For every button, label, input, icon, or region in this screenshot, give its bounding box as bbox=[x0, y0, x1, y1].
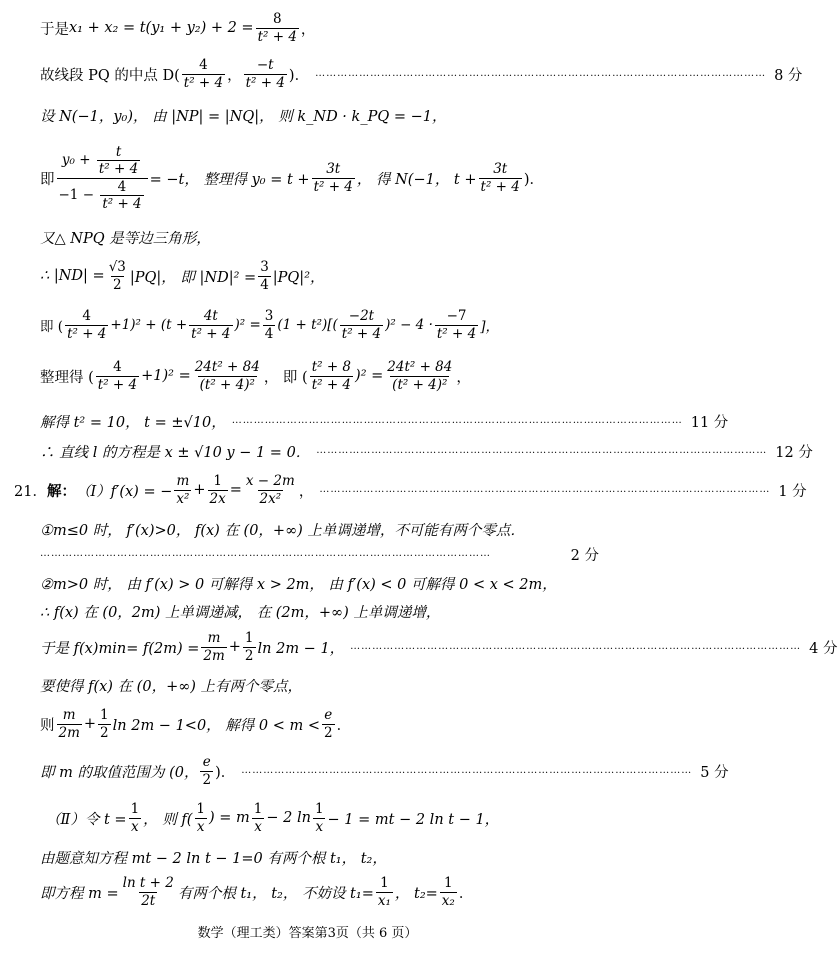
eq-line-7 bbox=[40, 303, 599, 347]
denominator: t² + 4 bbox=[436, 325, 477, 342]
text-prefix: 于是 bbox=[40, 21, 69, 38]
score-label: 4 分 bbox=[809, 640, 838, 657]
fraction bbox=[340, 309, 383, 340]
math-expr: − 1 = mt − 2 ln t − 1， bbox=[327, 811, 500, 828]
math-expr: ， 得 N(−1， t + bbox=[356, 171, 477, 188]
text-line: 解得 t² = 10， t = ±√10， bbox=[40, 414, 226, 431]
fraction bbox=[376, 876, 393, 907]
leader-dots: …………………………………………………………………………………………………………… bbox=[231, 415, 683, 426]
fraction bbox=[208, 474, 228, 505]
denominator: x bbox=[315, 818, 324, 835]
denominator: t² + 4 bbox=[183, 74, 224, 91]
eq-line-2 bbox=[40, 54, 803, 94]
denominator: 2m bbox=[203, 647, 225, 664]
eq-line-13 bbox=[40, 570, 599, 596]
text-mid: ， 即 ( bbox=[263, 369, 308, 386]
denominator: 2 bbox=[202, 771, 212, 788]
eq-line-14 bbox=[40, 598, 599, 624]
leader-dots: …………………………………………………………………………………………………………… bbox=[315, 68, 767, 79]
numerator: 1 bbox=[314, 801, 324, 818]
equals-sign: = bbox=[229, 482, 242, 498]
text-suffix: ， bbox=[456, 369, 471, 386]
leader-dots: …………………………………………………………………………………………………………… bbox=[350, 641, 802, 652]
fraction bbox=[244, 474, 297, 505]
fraction bbox=[65, 309, 108, 340]
math-expr: x₁ + x₂ = t(y₁ + y₂) + 2 = bbox=[69, 20, 254, 36]
fraction bbox=[194, 802, 207, 833]
eq-line-3 bbox=[40, 102, 599, 128]
separator: ， bbox=[227, 67, 242, 84]
numerator: 1 bbox=[130, 801, 140, 818]
text-suffix: ． bbox=[336, 717, 352, 734]
denominator: 4 bbox=[260, 276, 269, 293]
fraction bbox=[479, 162, 522, 193]
fraction bbox=[322, 708, 335, 739]
numerator: t² + 8 bbox=[311, 359, 352, 376]
text-suffix: ， bbox=[298, 483, 314, 500]
denominator: t² + 4 bbox=[97, 376, 138, 393]
numerator: −2t bbox=[348, 308, 375, 325]
text-prefix: 整理得 ( bbox=[40, 369, 94, 386]
text-suffix: )． bbox=[288, 67, 310, 84]
numerator: 1 bbox=[213, 473, 222, 490]
eq-line-19 bbox=[46, 796, 599, 840]
text-line: 要使得 f(x) 在 (0，+∞) 上有两个零点， bbox=[40, 678, 303, 695]
y0-term: y₀ + bbox=[61, 152, 91, 169]
numerator: 3t bbox=[326, 161, 341, 178]
text-prefix: 即 bbox=[40, 171, 55, 188]
eq-line-12 bbox=[40, 516, 599, 542]
numerator: 1 bbox=[380, 875, 389, 892]
fraction bbox=[174, 474, 191, 505]
text-line: 又△ NPQ 是等边三角形， bbox=[40, 230, 211, 247]
text-line: 设 N(−1，y₀)， 由 |NP| = |NQ|， 则 k_ND · k_PQ = −1， bbox=[40, 108, 447, 125]
text-line: ∴ f(x) 在 (0，2m) 上单调递减， 在 (2m，+∞) 上单调递增， bbox=[40, 604, 441, 621]
fraction bbox=[98, 708, 111, 739]
fraction bbox=[121, 876, 176, 907]
math-expr: ) = m bbox=[209, 810, 250, 826]
numerator: x − 2m bbox=[245, 473, 295, 490]
text-prefix: 故线段 PQ 的中点 D( bbox=[40, 67, 180, 84]
text-line: 由题意知方程 mt − 2 ln t − 1=0 有两个根 t₁， t₂， bbox=[40, 850, 387, 867]
plus-sign: + bbox=[193, 482, 206, 498]
denominator: 2 bbox=[112, 276, 122, 293]
fraction bbox=[97, 145, 140, 176]
fraction bbox=[252, 802, 265, 833]
denominator: 2x bbox=[209, 490, 226, 507]
score-label: 8 分 bbox=[774, 67, 803, 84]
plus-sign: + bbox=[228, 639, 241, 655]
math-expr: = −t， 整理得 y₀ = t + bbox=[149, 171, 310, 188]
eq-line-15 bbox=[40, 626, 838, 668]
math-expr: |PQ|， 即 |ND|² = bbox=[129, 269, 257, 286]
denominator: x₂ bbox=[441, 892, 455, 909]
denominator: t² + 4 bbox=[480, 178, 520, 195]
fraction bbox=[100, 180, 143, 211]
math-expr: − 2 ln bbox=[266, 810, 311, 826]
math-expr: +1)² + (t + bbox=[110, 317, 188, 333]
text-line: ②m>0 时， 由 f′(x) > 0 可解得 x > 2m， 由 f′(x) < 0 可解得 0 < x < 2m， bbox=[40, 576, 557, 593]
numerator: 8 bbox=[272, 11, 282, 28]
numerator: 4 bbox=[113, 359, 122, 376]
denominator: 2x² bbox=[259, 490, 282, 507]
denominator: t² + 4 bbox=[313, 178, 353, 195]
denominator: 4 bbox=[264, 325, 274, 342]
eq-line-16 bbox=[40, 672, 599, 698]
fraction bbox=[193, 360, 262, 391]
eq-line-6 bbox=[40, 254, 599, 298]
denominator: 2 bbox=[100, 724, 109, 741]
numerator: √3 bbox=[108, 259, 126, 276]
eq-line-17 bbox=[40, 702, 599, 746]
score-label: 1 分 bbox=[778, 483, 807, 500]
denominator: x bbox=[196, 818, 205, 835]
math-expr: ， 则 f( bbox=[143, 811, 193, 828]
numerator: 1 bbox=[196, 801, 205, 818]
numerator: t bbox=[115, 144, 122, 161]
denominator: t² + 4 bbox=[67, 325, 107, 342]
numerator: 4 bbox=[117, 178, 127, 195]
fraction bbox=[263, 309, 276, 340]
fraction bbox=[244, 58, 287, 89]
eq-line-20 bbox=[40, 844, 599, 870]
numerator: 3 bbox=[260, 259, 269, 276]
numerator: 4 bbox=[199, 57, 208, 74]
eq-line-12-score bbox=[40, 542, 599, 566]
numerator: 1 bbox=[444, 875, 453, 892]
leader-dots: …………………………………………………………………………………………………………… bbox=[319, 484, 771, 495]
fraction bbox=[258, 260, 271, 291]
denominator: 2 bbox=[324, 724, 333, 741]
math-expr: +1)² = bbox=[141, 368, 191, 384]
eq-line-1 bbox=[40, 8, 599, 48]
numerator: 1 bbox=[100, 707, 109, 724]
denominator: (t² + 4)² bbox=[392, 376, 448, 393]
numerator: 4t bbox=[203, 308, 218, 325]
denominator: x₁ bbox=[377, 892, 391, 909]
math-expr: ln 2m − 1<0， 解得 0 < m < bbox=[112, 717, 320, 734]
text-prefix: 则 bbox=[40, 717, 55, 734]
text-suffix: ， bbox=[300, 21, 316, 38]
denominator: 2 bbox=[244, 647, 254, 664]
numerator: m bbox=[62, 707, 76, 724]
compound-denominator bbox=[57, 178, 148, 211]
numerator: e bbox=[324, 707, 333, 724]
fraction bbox=[440, 876, 457, 907]
text-suffix: )． bbox=[523, 171, 545, 188]
eq-line-11 bbox=[14, 470, 807, 510]
math-expr: ∴ |ND| = bbox=[40, 268, 105, 284]
numerator: m bbox=[176, 473, 190, 490]
denominator: t² + 4 bbox=[98, 161, 139, 178]
math-expr: )² = bbox=[234, 317, 261, 333]
math-expr: 于是 f(x)min= f(2m) = bbox=[40, 640, 200, 657]
compound-numerator bbox=[60, 145, 144, 177]
text-suffix: ． bbox=[458, 885, 474, 902]
math-expr: 即 m 的取值范围为 (0， bbox=[40, 764, 199, 781]
fraction bbox=[129, 802, 142, 833]
eq-line-5 bbox=[40, 224, 599, 250]
denominator: t² + 4 bbox=[341, 325, 382, 342]
compound-fraction bbox=[57, 145, 148, 211]
problem-number: 21． bbox=[14, 483, 47, 500]
eq-line-10 bbox=[40, 438, 813, 464]
numerator: 4 bbox=[82, 308, 92, 325]
math-expr: 即方程 m = bbox=[40, 885, 119, 902]
denominator: t² + 4 bbox=[245, 74, 285, 91]
math-expr: )² = bbox=[355, 368, 384, 384]
numerator: m bbox=[207, 630, 221, 647]
denominator: t² + 4 bbox=[191, 325, 231, 342]
fraction bbox=[256, 12, 299, 43]
text-suffix: )． bbox=[215, 764, 236, 781]
numerator: ln t + 2 bbox=[122, 875, 174, 892]
score-label: 2 分 bbox=[570, 547, 599, 564]
minus-one-term: −1 − bbox=[58, 186, 95, 203]
fraction bbox=[435, 309, 478, 340]
leader-dots: …………………………………………………………………………………………………………… bbox=[316, 445, 768, 456]
fraction bbox=[107, 260, 128, 291]
fraction bbox=[310, 360, 353, 391]
text-line: ∴ 直线 l 的方程是 x ± √10 y − 1 = 0． bbox=[40, 444, 311, 461]
eq-line-21 bbox=[40, 870, 599, 914]
numerator: 1 bbox=[253, 801, 263, 818]
score-label: 11 分 bbox=[690, 414, 729, 431]
page-footer: 数学（理工类）答案第3页（共 6 页） bbox=[197, 926, 418, 941]
fraction bbox=[385, 360, 454, 391]
leader-dots: …………………………………………………………………………………………………………… bbox=[40, 548, 491, 559]
text-line: ①m≤0 时， f′(x)>0， f(x) 在 (0，+∞) 上单调递增，不可能有两个零点． bbox=[40, 522, 525, 539]
text-prefix: 即 ( bbox=[40, 319, 64, 335]
numerator: 24t² + 84 bbox=[194, 359, 260, 376]
fraction bbox=[182, 58, 225, 89]
denominator: x² bbox=[176, 490, 190, 507]
leader-dots: …………………………………………………………………………………………………………… bbox=[241, 765, 693, 776]
fraction bbox=[313, 802, 326, 833]
numerator: e bbox=[202, 754, 211, 771]
denominator: t² + 4 bbox=[102, 195, 142, 212]
denominator: 2m bbox=[58, 724, 80, 741]
fraction bbox=[312, 162, 355, 193]
eq-line-4 bbox=[40, 136, 599, 220]
fraction bbox=[201, 631, 226, 662]
denominator: 2t bbox=[141, 892, 156, 909]
score-label: 12 分 bbox=[775, 444, 813, 461]
denominator: x bbox=[131, 818, 139, 835]
math-expr: （Ⅰ）f′(x) = − bbox=[75, 483, 173, 500]
fraction bbox=[96, 360, 139, 391]
eq-line-8 bbox=[40, 353, 599, 399]
eq-line-18 bbox=[40, 750, 729, 792]
fraction bbox=[189, 309, 232, 340]
fraction bbox=[57, 708, 82, 739]
numerator: −t bbox=[256, 57, 274, 74]
numerator: 24t² + 84 bbox=[387, 359, 453, 376]
math-expr: 有两个根 t₁， t₂， 不妨设 t₁= bbox=[177, 885, 374, 902]
numerator: 3 bbox=[264, 308, 274, 325]
math-expr: (1 + t²)[( bbox=[277, 317, 338, 333]
math-expr: ， t₂= bbox=[394, 885, 438, 902]
score-label: 5 分 bbox=[700, 764, 729, 781]
math-expr: |PQ|²， bbox=[272, 269, 325, 286]
math-expr: )² − 4 · bbox=[385, 317, 433, 333]
eq-line-9 bbox=[40, 408, 729, 434]
solution-label: 解： bbox=[46, 482, 76, 500]
numerator: 1 bbox=[244, 630, 254, 647]
fraction bbox=[200, 755, 213, 786]
fraction bbox=[243, 631, 256, 662]
math-expr: ln 2m − 1， bbox=[257, 640, 345, 657]
math-expr: （Ⅱ）令 t = bbox=[46, 811, 127, 828]
math-expr: ]， bbox=[480, 319, 499, 335]
denominator: (t² + 4)² bbox=[199, 376, 255, 393]
numerator: −7 bbox=[446, 308, 467, 325]
denominator: t² + 4 bbox=[257, 28, 297, 45]
denominator: x bbox=[254, 818, 262, 835]
plus-sign: + bbox=[83, 716, 97, 732]
denominator: t² + 4 bbox=[311, 376, 352, 393]
numerator: 3t bbox=[493, 161, 508, 178]
